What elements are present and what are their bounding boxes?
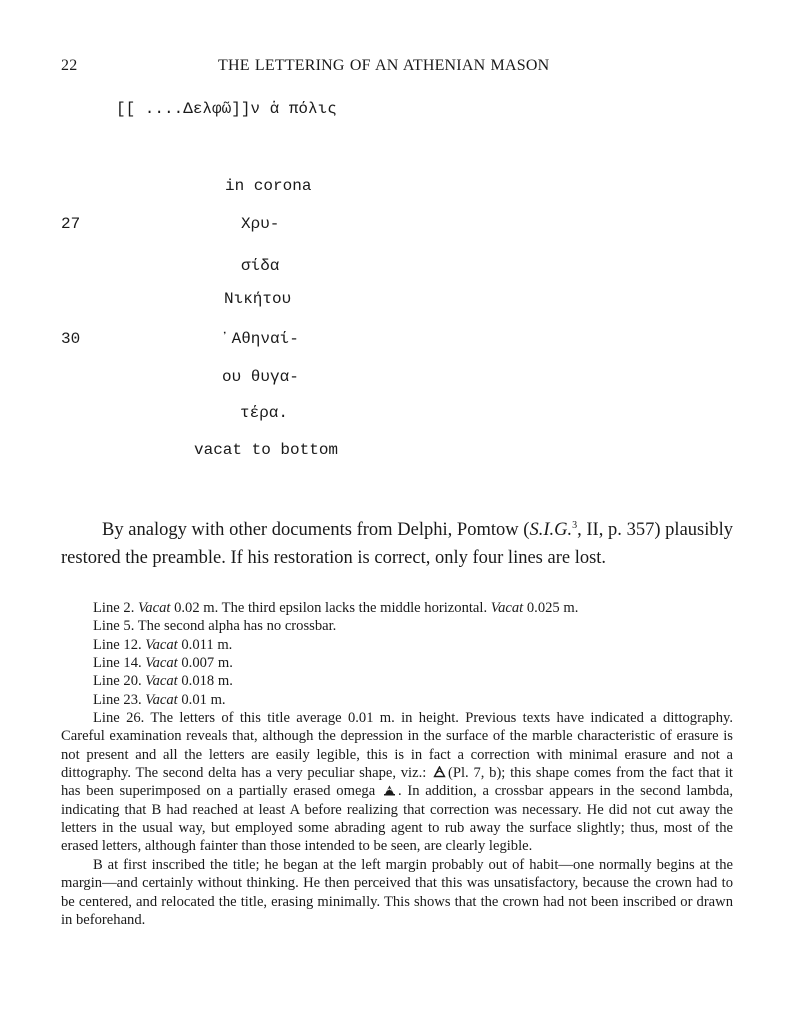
inscription-line: Νικήτου bbox=[224, 290, 292, 308]
delta-over-omega-glyph-icon bbox=[433, 766, 446, 778]
page-number: 22 bbox=[61, 57, 78, 74]
note-text: 0.02 m. The third epsilon lacks the middle horizontal. bbox=[170, 600, 491, 616]
vacat-word: Vacat bbox=[138, 600, 171, 616]
citation-superscript: 3 bbox=[572, 519, 578, 531]
line-number-27: 27 bbox=[61, 215, 81, 233]
note-text: 0.01 m. bbox=[177, 691, 226, 708]
note-label: Line 20. bbox=[93, 673, 146, 690]
note-label: Line 2. bbox=[93, 600, 138, 616]
note-label: Line 23. bbox=[93, 691, 146, 708]
erased-omega-glyph-icon bbox=[383, 784, 396, 796]
note-text: 0.018 m. bbox=[177, 673, 233, 690]
note-line-23 bbox=[61, 691, 733, 709]
paragraph-text: By analogy with other documents from Delphi, Pomtow ( bbox=[102, 520, 530, 540]
note-text: 0.025 m. bbox=[523, 600, 579, 616]
note-line-20 bbox=[61, 672, 733, 690]
final-paragraph: B at first inscribed the title; he began at the left margin probably out of habit—one normally begins at the margin—and certainly without thinking. He then perceived that this was unsatisfactory, because the crown had to be centered, and relocated the title, erasing minimally. This shows that the crown had not been inscribed or drawn in beforehand. bbox=[61, 856, 733, 928]
note-label: Line 14. bbox=[93, 655, 146, 672]
note-text: 0.011 m. bbox=[177, 636, 233, 653]
note-text: 0.007 m. bbox=[177, 655, 233, 672]
inscription-line: ου θυγα- bbox=[222, 368, 299, 386]
inscription-line: Χρυ- bbox=[241, 215, 280, 233]
vacat-label: vacat to bottom bbox=[194, 441, 339, 459]
inscription-line: ᾽Αθηναί- bbox=[222, 330, 299, 348]
inscription-epigraph: [[ ....Δελφῶ]]ν ἁ πόλις bbox=[116, 100, 337, 118]
inscription-line: σίδα bbox=[241, 257, 280, 275]
note-label: Line 12. bbox=[93, 636, 146, 653]
epigraphical-notes bbox=[61, 599, 733, 929]
note-line-14 bbox=[61, 654, 733, 672]
note-line-5: Line 5. The second alpha has no crossbar. bbox=[93, 618, 337, 635]
running-title: THE LETTERING OF AN ATHENIAN MASON bbox=[218, 57, 550, 74]
vacat-word: Vacat bbox=[145, 673, 178, 690]
note-text: . In addition, a crossbar appears in the second lambda, indicating that B had reached at least A before realizing that correction was necessary. He did not cut away the letters in the usual way, but employed some abrading agent to rub away the surface slightly; thus, most of the erased letters, although fainter than those intended to be seen, are clearly legible. bbox=[61, 783, 733, 855]
inscription-line: τέρα. bbox=[240, 404, 289, 422]
vacat-word: Vacat bbox=[145, 655, 178, 672]
note-text: (Pl. 7, b); this shape comes from the fact that it has been superimposed on a partially erased omega bbox=[61, 765, 733, 800]
line-number-30: 30 bbox=[61, 330, 81, 348]
citation-title: S.I.G. bbox=[529, 520, 573, 540]
crown-label: in corona bbox=[225, 177, 312, 195]
note-text: Line 26. The letters of this title average 0.01 m. in height. Previous texts have indicated a dittography. Careful examination reveals that, although the depression in the surface of the marble characteristic of erasure is not present and all the letters are easily legible, this is in fact a correction with minimal erasure and not a dittography. The second delta has a very peculiar shape, viz.: bbox=[61, 710, 733, 782]
vacat-word: Vacat bbox=[145, 691, 178, 708]
paragraph-text: , II, p. 357) plausibly restored the preamble. If his restoration is correct, only four lines are lost. bbox=[61, 520, 734, 568]
vacat-word: Vacat bbox=[145, 636, 178, 653]
note-line-12 bbox=[61, 636, 733, 654]
vacat-word: Vacat bbox=[490, 600, 524, 616]
note-line-26 bbox=[61, 709, 733, 856]
note-line-2 bbox=[61, 599, 733, 617]
body-paragraph bbox=[61, 516, 733, 572]
